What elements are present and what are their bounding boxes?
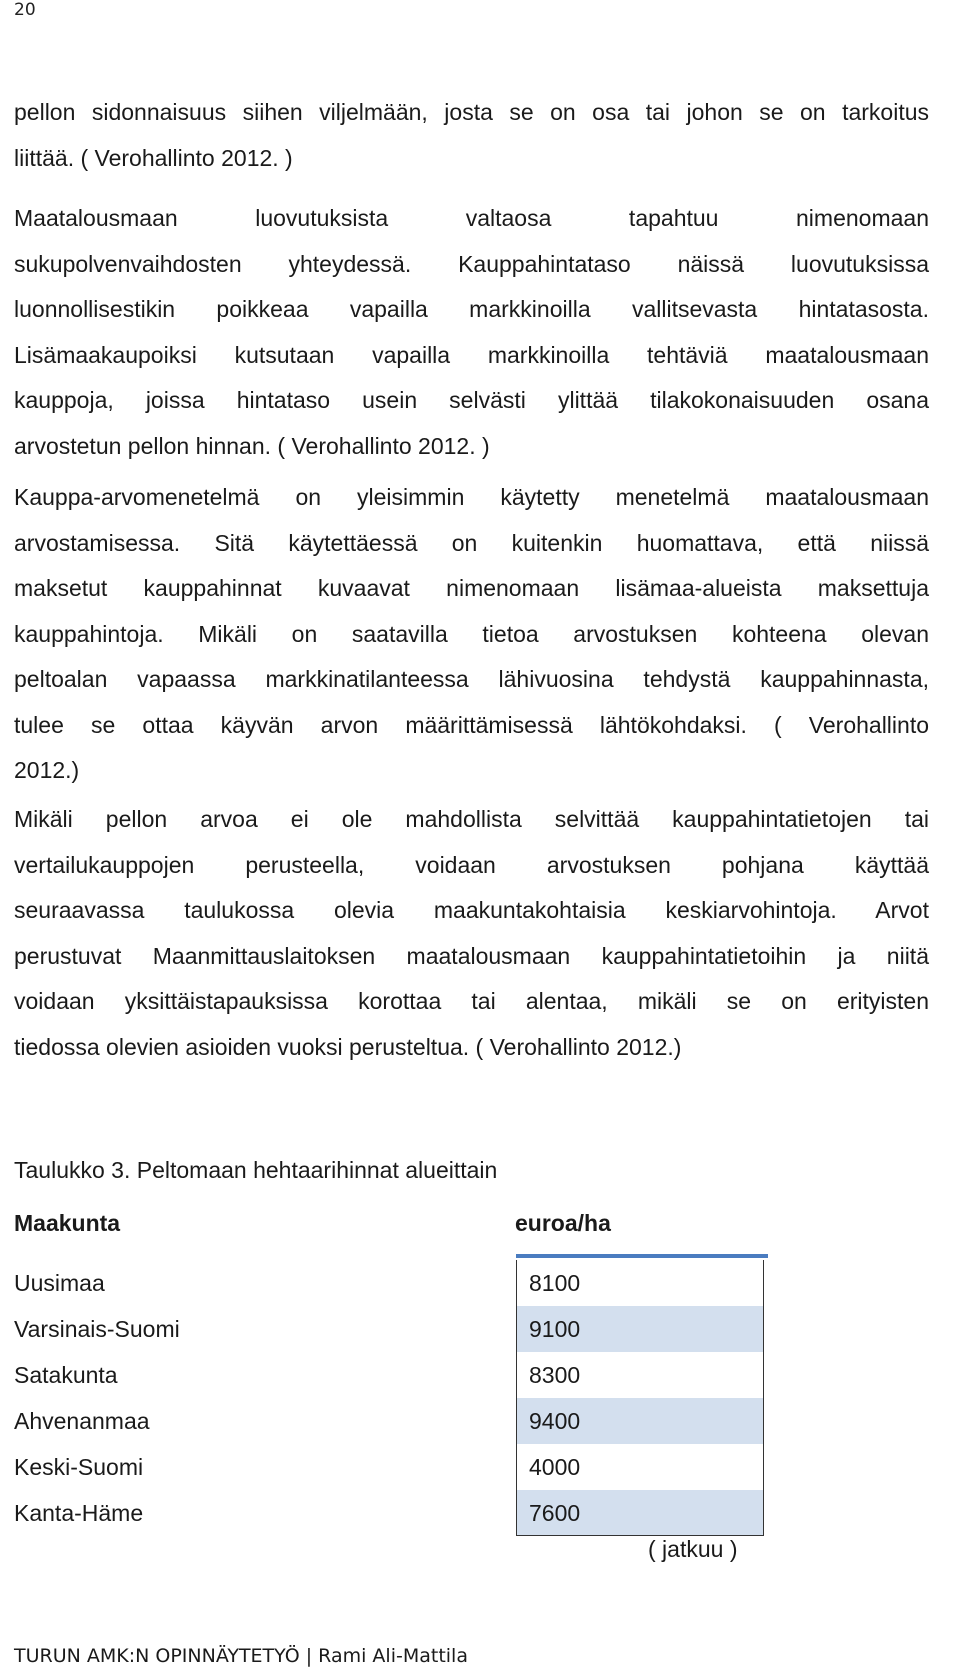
price-cell: 9100: [516, 1306, 764, 1352]
price-cell: 4000: [516, 1444, 764, 1490]
table-row: [14, 1306, 754, 1352]
paragraph-line: Mikäli pellon arvoa ei ole mahdollista selvittää kauppahintatietojen tai: [14, 806, 929, 832]
price-table: [14, 1210, 754, 1526]
paragraph-line: voidaan yksittäistapauksissa korottaa tai alentaa, mikäli se on erityisten: [14, 988, 929, 1014]
paragraph-line: sukupolvenvaihdosten yhteydessä. Kauppahintataso näissä luovutuksissa: [14, 250, 929, 277]
region-cell: Uusimaa: [14, 1270, 105, 1296]
page-number: 20: [14, 0, 36, 20]
region-cell: Kanta-Häme: [14, 1500, 144, 1526]
paragraph-line: vertailukauppojen perusteella, voidaan arvostuksen pohjana käyttää: [14, 851, 929, 878]
table-row: [14, 1398, 754, 1444]
paragraph-2: [14, 196, 929, 469]
paragraph-line: tulee se ottaa käyvän arvon määrittämisessä lähtökohdaksi. ( Verohallinto: [14, 711, 929, 738]
paragraph-line: peltoalan vapaassa markkinatilanteessa lähivuosina tehdystä kauppahinnasta,: [14, 666, 929, 692]
paragraph-line: seuraavassa taulukossa olevia maakuntakohtaisia keskiarvohintoja. Arvot: [14, 897, 929, 923]
paragraph-line: Maatalousmaan luovutuksista valtaosa tapahtuu nimenomaan: [14, 205, 929, 231]
paragraph-line: Lisämaakaupoiksi kutsutaan vapailla markkinoilla tehtäviä maatalousmaan: [14, 341, 929, 368]
paragraph-line: arvostetun pellon hinnan. ( Verohallinto 2012. ): [14, 432, 490, 459]
paragraph-line: liittää. ( Verohallinto 2012. ): [14, 144, 293, 171]
table-row: [14, 1444, 754, 1490]
paragraph-3: [14, 475, 929, 794]
column-header-region: Maakunta: [14, 1210, 121, 1236]
paragraph-line: kauppoja, joissa hintataso usein selvästi ylittää tilakokonaisuuden osana: [14, 387, 929, 413]
price-cell: 7600: [516, 1490, 764, 1536]
table-body: [14, 1260, 754, 1536]
price-cell: 8100: [516, 1260, 764, 1306]
page-footer: TURUN AMK:N OPINNÄYTETYÖ | Rami Ali-Mattila: [14, 1645, 468, 1667]
table-caption: Taulukko 3. Peltomaan hehtaarihinnat alueittain: [14, 1157, 498, 1183]
paragraph-line: kauppahintoja. Mikäli on saatavilla tietoa arvostuksen kohteena olevan: [14, 620, 929, 647]
header-rule: [516, 1254, 768, 1258]
price-cell: 8300: [516, 1352, 764, 1398]
paragraph-line: 2012.): [14, 757, 80, 783]
paragraph-line: tiedossa olevien asioiden vuoksi perusteltua. ( Verohallinto 2012.): [14, 1033, 682, 1060]
column-header-price: euroa/ha: [515, 1210, 611, 1236]
region-cell: Satakunta: [14, 1362, 118, 1388]
paragraph-line: arvostamisessa. Sitä käytettäessä on kuitenkin huomattava, että niissä: [14, 529, 929, 556]
continued-note: ( jatkuu ): [648, 1536, 738, 1562]
paragraph-line: maksetut kauppahinnat kuvaavat nimenomaan lisämaa-alueista maksettuja: [14, 575, 929, 601]
table-header: [14, 1210, 754, 1254]
paragraph-4: [14, 797, 929, 1070]
paragraph-line: luonnollisestikin poikkeaa vapailla markkinoilla vallitsevasta hintatasosta.: [14, 296, 929, 322]
region-cell: Varsinais-Suomi: [14, 1316, 180, 1342]
table-row: [14, 1260, 754, 1306]
paragraph-line: pellon sidonnaisuus siihen viljelmään, josta se on osa tai johon se on tarkoitus: [14, 99, 929, 125]
region-cell: Ahvenanmaa: [14, 1408, 150, 1434]
table-row: [14, 1352, 754, 1398]
paragraph-1: [14, 90, 929, 181]
region-cell: Keski-Suomi: [14, 1454, 144, 1480]
table-row: [14, 1490, 754, 1536]
price-cell: 9400: [516, 1398, 764, 1444]
paragraph-line: Kauppa-arvomenetelmä on yleisimmin käytetty menetelmä maatalousmaan: [14, 484, 929, 510]
paragraph-line: perustuvat Maanmittauslaitoksen maatalousmaan kauppahintatietoihin ja niitä: [14, 942, 929, 969]
